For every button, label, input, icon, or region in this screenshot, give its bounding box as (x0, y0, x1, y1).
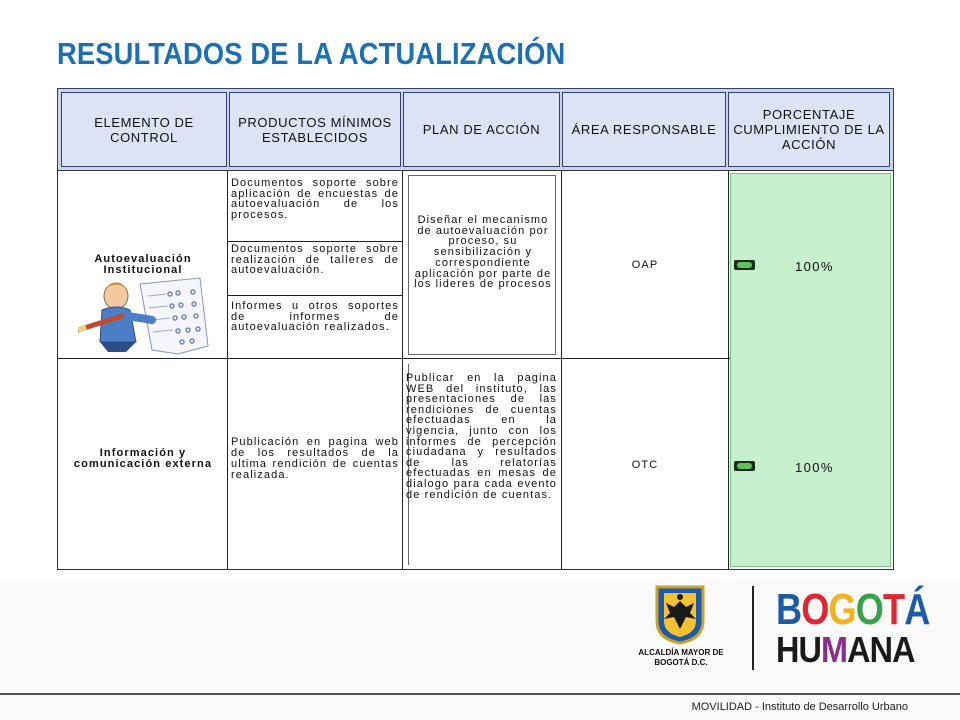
header-area: ÁREA RESPONSABLE (562, 92, 726, 167)
table-body (57, 170, 894, 570)
logo-separator (752, 586, 754, 670)
header-elemento: ELEMENTO DE CONTROL (61, 92, 227, 167)
percentage-column (730, 173, 891, 567)
humana-word (0, 0, 1, 1)
table-row-2-plan: Publicar en la pagina WEB del instituto, las presentaciones de las rendiciones de cuentas efectuadas en la vigencia, junto con los informes de percepción ciudadana y resultados de las relatorías efectuadas en mesas de dialogo para cada evento de rendición de cuentas. (406, 372, 557, 501)
table-row-2-producto-1: Publicación en pagina web de los resultados de la ultima rendición de cuentas realizada. (231, 436, 399, 481)
table-row-1-porcentaje: 100% (795, 259, 834, 274)
table-row-1-plan: Diseñar el mecanismo de autoevaluación por proceso, su sensibilización y correspondiente aplicación por parte de los lideres de procesos (414, 214, 552, 291)
status-led-icon (734, 260, 755, 270)
bogota-word (0, 0, 1, 1)
table-row-1-producto-1: Documentos soporte sobre aplicación de encuestas de autoevaluación de los procesos. (231, 177, 399, 222)
header-plan: PLAN DE ACCIÓN (403, 92, 560, 167)
header-porcentaje: PORCENTAJE CUMPLIMIENTO DE LA ACCIÓN (728, 92, 890, 167)
status-led-icon (734, 461, 755, 471)
humana-logo-word: HUMANA (776, 629, 915, 670)
bogota-shield-icon (654, 585, 706, 645)
page-title: RESULTADOS DE LA ACTUALIZACIÓN (57, 36, 566, 71)
table-header (57, 88, 894, 171)
table-row-2-porcentaje: 100% (795, 460, 834, 475)
table-row-1-elemento: Autoevaluación Institucional (94, 253, 192, 276)
header-productos: PRODUCTOS MÍNIMOS ESTABLECIDOS (229, 92, 401, 167)
table-row-1-area: OAP (631, 259, 659, 271)
footer-entity-text: MOVILIDAD - Instituto de Desarrollo Urbano (691, 701, 908, 713)
alcaldia-logo-text: ALCALDÍA MAYOR DE BOGOTÁ D.C. (638, 648, 724, 667)
person-writing-clipart (78, 276, 218, 356)
footer-divider (0, 693, 960, 695)
bogota-humana-logo: BOGOTÁ (776, 585, 930, 634)
table-row-1-producto-2: Documentos soporte sobre realización de talleres de autoevaluación. (231, 243, 399, 277)
table-row-2-elemento: Información y comunicación externa (73, 447, 213, 470)
table-row-2-area: OTC (631, 459, 659, 471)
table-row-1-producto-3: Informes u otros soportes de informes de autoevaluación realizados. (231, 300, 399, 334)
